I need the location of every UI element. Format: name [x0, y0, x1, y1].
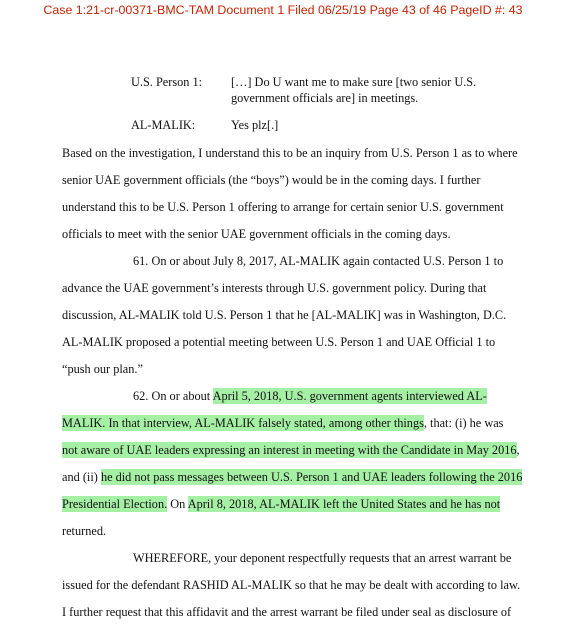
para-62-text: On	[167, 497, 188, 511]
para-61-line: advance the UAE government’s interests through U.S. government policy. During that	[62, 281, 487, 295]
para-62-line-3	[62, 442, 520, 458]
para-62-text: and (ii)	[62, 470, 101, 484]
dialogue-text-1a: […] Do U want me to make sure [two senior U.S.	[231, 75, 477, 89]
para-61-line: 61. On or about July 8, 2017, AL-MALIK again contacted U.S. Person 1 to	[133, 254, 504, 268]
dialogue-speaker-2: AL-MALIK:	[131, 118, 196, 132]
para-62-line-2	[62, 415, 503, 431]
para-61-line: discussion, AL-MALIK told U.S. Person 1 that he [AL-MALIK] was in Washington, D.C.	[62, 308, 507, 322]
para-investigation-line: Based on the investigation, I understand this to be an inquiry from U.S. Person 1 as to where	[62, 146, 518, 160]
case-header: Case 1:21-cr-00371-BMC-TAM Document 1 Filed 06/25/19 Page 43 of 46 PageID #: 43	[43, 3, 523, 17]
highlighted-text: April 5, 2018, U.S. government agents interviewed AL-	[212, 389, 487, 403]
para-62-line-6: returned.	[62, 524, 107, 538]
highlighted-text: not aware of UAE leaders expressing an interest in meeting with the Candidate in May 2016	[62, 443, 517, 457]
para-wherefore-line: issued for the defendant RASHID AL-MALIK so that he may be dealt with according to law.	[62, 578, 521, 592]
dialogue-text-1b: government officials are] in meetings.	[231, 91, 419, 105]
para-61-line: “push our plan.”	[62, 362, 143, 376]
highlighted-text: April 8, 2018, AL-MALIK left the United States and he has not	[187, 497, 501, 511]
para-investigation-line: understand this to be U.S. Person 1 offering to arrange for certain senior U.S. government	[62, 200, 504, 214]
dialogue-speaker-1: U.S. Person 1:	[131, 75, 203, 89]
para-62-line-5	[62, 496, 500, 512]
para-wherefore-line: I further request that this affidavit and the arrest warrant be filed under seal as disclosure of	[62, 605, 512, 619]
para-62-line-4	[62, 469, 522, 485]
highlighted-text: he did not pass messages between U.S. Person 1 and UAE leaders following the 2016	[100, 470, 523, 484]
para-62-line-1	[133, 388, 487, 404]
para-62-text: 62. On or about	[133, 389, 213, 403]
para-62-text: ,	[516, 443, 520, 457]
para-62-text: , that: (i) he was	[423, 416, 504, 430]
dialogue-text-2: Yes plz[.]	[231, 118, 279, 132]
highlighted-text: MALIK. In that interview, AL-MALIK falsely stated, among other things	[62, 416, 424, 430]
para-61-line: AL-MALIK proposed a potential meeting between U.S. Person 1 and UAE Official 1 to	[62, 335, 496, 349]
para-investigation-line: senior UAE government officials (the “boys”) would be in the coming days. I further	[62, 173, 481, 187]
para-investigation-line: officials to meet with the senior UAE government officials in the coming days.	[62, 227, 451, 241]
para-wherefore-line: WHEREFORE, your deponent respectfully requests that an arrest warrant be	[133, 551, 512, 565]
highlighted-text: Presidential Election.	[62, 497, 168, 511]
